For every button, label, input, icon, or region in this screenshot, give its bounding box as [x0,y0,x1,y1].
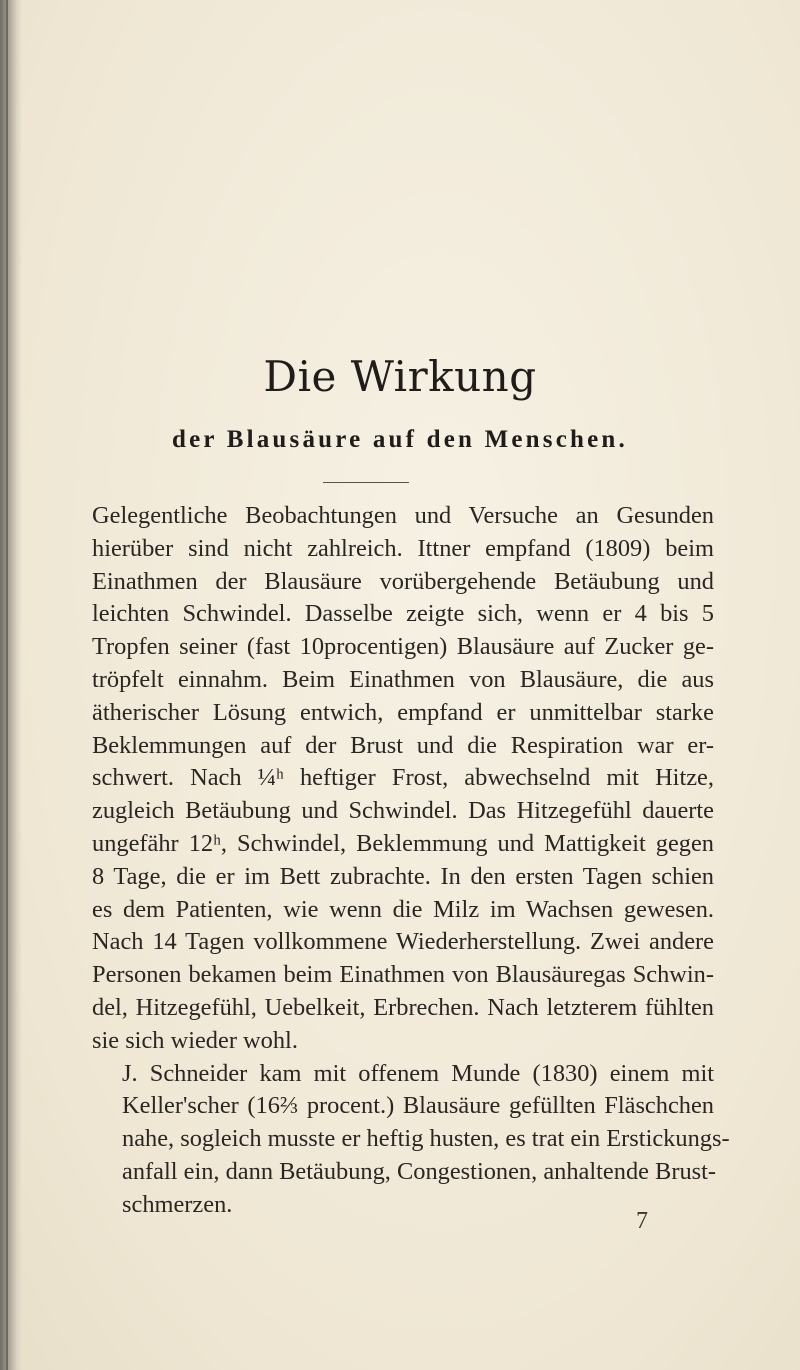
text-line: Personen bekamen beim Einathmen von Blausäuregas Schwin- [92,961,714,989]
page-number: 7 [636,1208,648,1234]
book-gutter-shadow [0,0,22,1370]
text-line: tröpfelt einnahm. Beim Einathmen von Blausäure, die aus [92,665,714,693]
text-line: del, Hitzegefühl, Uebelkeit, Erbrechen. Nach letzterem fühlten [92,993,714,1021]
text-line: Tropfen seiner (fast 10procentigen) Blausäure auf Zucker ge- [92,633,714,661]
paragraph-2 [92,1058,730,1222]
text-line: ätherischer Lösung entwich, empfand er unmittelbar starke [92,698,714,726]
page-subtitle: der Blausäure auf den Menschen. [172,426,628,453]
text-line: Nach 14 Tagen vollkommene Wiederherstellung. Zwei andere [92,928,714,956]
text-line: leichten Schwindel. Dasselbe zeigte sich, wenn er 4 bis 5 [92,600,714,628]
title-divider [323,482,409,483]
text-line: schmerzen. [122,1190,233,1218]
text-line: es dem Patienten, wie wenn die Milz im Wachsen gewesen. [92,895,714,923]
text-line: Einathmen der Blausäure vorübergehende Betäubung und [92,567,714,595]
text-line: nahe, sogleich musste er heftig husten, es trat ein Erstickungs- [122,1125,730,1153]
text-line: sie sich wieder wohl. [92,1026,298,1054]
page-title: Die Wirkung [263,352,537,401]
text-line: anfall ein, dann Betäubung, Congestionen, anhaltende Brust- [122,1157,717,1185]
text-line: J. Schneider kam mit offenem Munde (1830) einem mit [122,1059,714,1087]
binding-edge [6,0,8,1370]
text-line: Gelegentliche Beobachtungen und Versuche an Gesunden [92,502,714,529]
text-line: zugleich Betäubung und Schwindel. Das Hitzegefühl dauerte [92,797,714,825]
paragraph-1 [92,500,714,1058]
text-line: schwert. Nach ¼ʰ heftiger Frost, abwechselnd mit Hitze, [92,764,714,792]
text-line: Keller'scher (16⅔ procent.) Blausäure gefüllten Fläschchen [122,1092,714,1120]
text-line: hierüber sind nicht zahlreich. Ittner empfand (1809) beim [92,534,714,562]
text-line: ungefähr 12ʰ, Schwindel, Beklemmung und Mattigkeit gegen [92,829,714,857]
text-line: 8 Tage, die er im Bett zubrachte. In den ersten Tagen schien [92,862,714,890]
text-line: Beklemmungen auf der Brust und die Respiration war er- [92,731,714,759]
body-text [92,500,730,1222]
